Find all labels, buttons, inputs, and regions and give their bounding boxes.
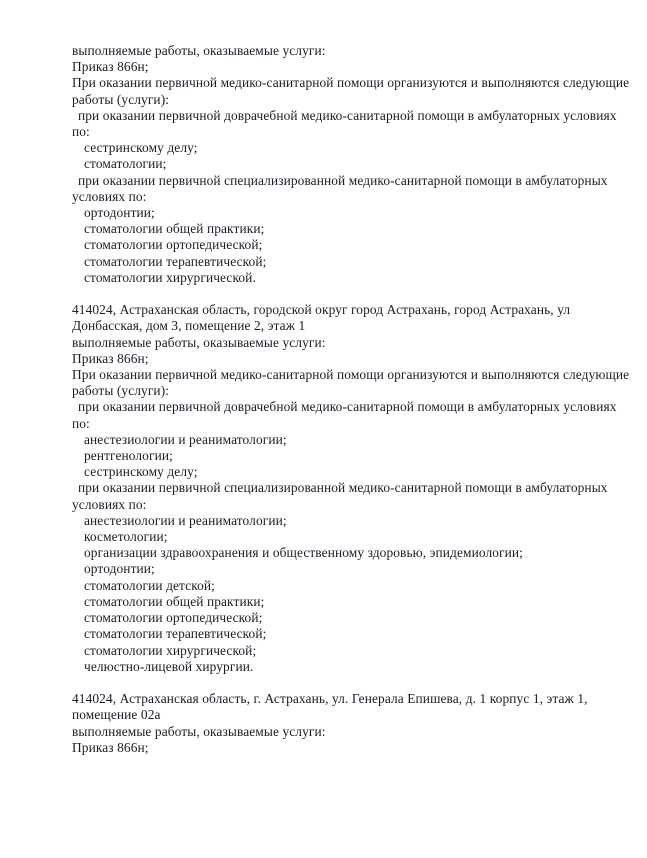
text-line: стоматологии общей практики; xyxy=(84,221,265,237)
text-line: челюстно-лицевой хирургии. xyxy=(84,658,254,674)
text-line: сестринскому делу; xyxy=(84,140,198,156)
text-line: При оказании первичной медико-санитарной помощи организуются и выполняются следующие xyxy=(72,367,630,383)
license-services-block-3 xyxy=(72,691,617,756)
text-line: рентгенологии; xyxy=(84,448,173,464)
text-line: условиях по: xyxy=(72,188,147,204)
text-line: стоматологии терапевтической; xyxy=(84,253,267,269)
text-line: условиях по: xyxy=(72,496,147,512)
text-line: организации здравоохранения и общественному здоровью, эпидемиологии; xyxy=(84,545,523,561)
text-line: косметологии; xyxy=(84,529,168,545)
text-line: 414024, Астраханская область, городской округ город Астрахань, город Астрахань, ул xyxy=(72,302,571,318)
text-line: стоматологии; xyxy=(84,156,167,172)
text-line: стоматологии терапевтической; xyxy=(84,626,267,642)
text-line: выполняемые работы, оказываемые услуги: xyxy=(72,43,326,58)
text-line: Приказ 866н; xyxy=(72,739,149,755)
text-line: стоматологии ортопедической; xyxy=(84,610,263,626)
text-line: Приказ 866н; xyxy=(72,59,149,75)
text-line: ортодонтии; xyxy=(84,561,155,577)
text-line: работы (услуги): xyxy=(72,91,170,107)
text-line: 414024, Астраханская область, г. Астрахань, ул. Генерала Епишева, д. 1 корпус 1, этаж 1, xyxy=(72,691,588,707)
license-services-block-2 xyxy=(72,302,630,675)
text-line: при оказании первичной специализированной медико-санитарной помощи в амбулаторных xyxy=(78,480,608,496)
text-line: стоматологии ортопедической; xyxy=(84,237,263,253)
text-line: При оказании первичной медико-санитарной помощи организуются и выполняются следующие xyxy=(72,75,630,91)
text-line: ортодонтии; xyxy=(84,205,155,221)
text-line: работы (услуги): xyxy=(72,383,170,399)
text-line: стоматологии общей практики; xyxy=(84,593,265,609)
text-line: анестезиологии и реаниматологии; xyxy=(84,512,287,528)
text-line: сестринскому делу; xyxy=(84,464,198,480)
text-line: анестезиологии и реаниматологии; xyxy=(84,431,287,447)
text-line: Донбасская, дом 3, помещение 2, этаж 1 xyxy=(72,318,306,334)
text-line: стоматологии хирургической. xyxy=(84,269,256,285)
text-line: при оказании первичной специализированной медико-санитарной помощи в амбулаторных xyxy=(78,172,608,188)
text-line: при оказании первичной доврачебной медико-санитарной помощи в амбулаторных условиях xyxy=(78,107,617,123)
text-line: помещение 02а xyxy=(72,707,161,723)
text-line: выполняемые работы, оказываемые услуги: xyxy=(72,334,326,350)
text-line: выполняемые работы, оказываемые услуги: xyxy=(72,723,326,739)
text-line: по: xyxy=(72,415,90,431)
text-line: Приказ 866н; xyxy=(72,350,149,366)
document-text xyxy=(72,43,630,772)
text-line: стоматологии детской; xyxy=(84,577,216,593)
text-line: при оказании первичной доврачебной медико-санитарной помощи в амбулаторных условиях xyxy=(78,399,617,415)
license-services-block-1 xyxy=(72,43,630,286)
text-line: по: xyxy=(72,124,90,140)
text-line: стоматологии хирургической; xyxy=(84,642,257,658)
